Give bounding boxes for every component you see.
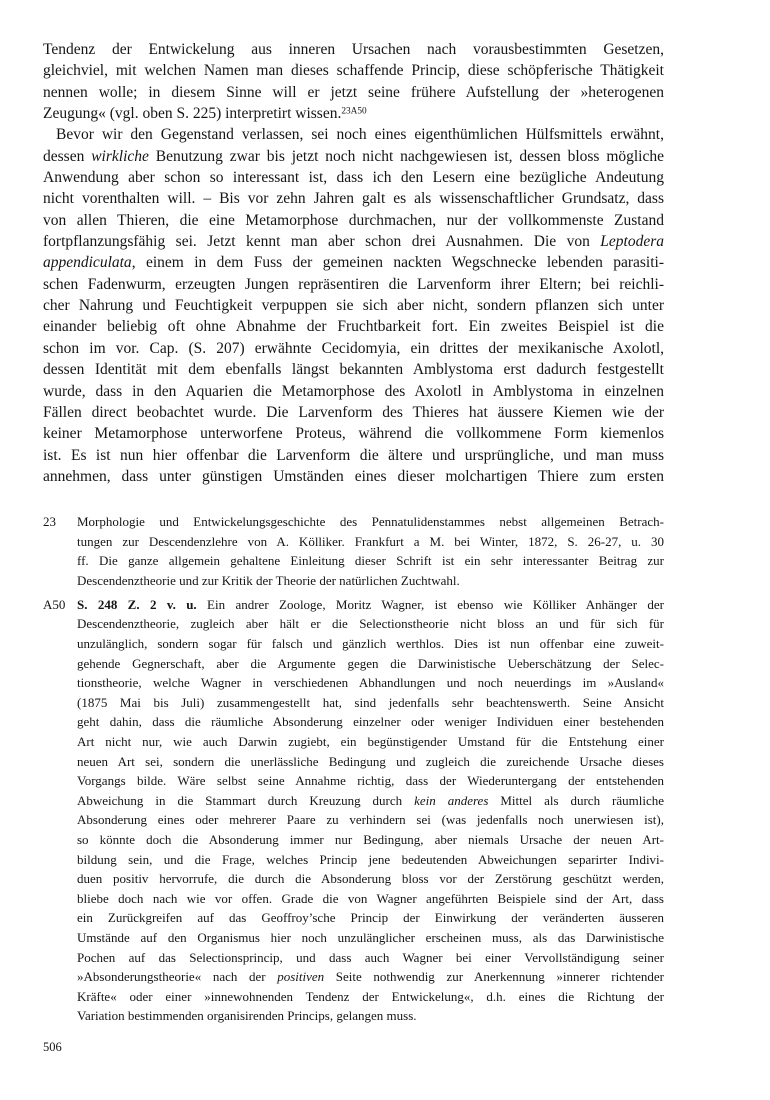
footnote-label: 23 (43, 514, 56, 529)
text-line: Pochen auf das Selectionsprincip, und dass auch Wagner bei einer Vervollständigung seiner (77, 949, 664, 965)
text-line: von allen Thieren, die eine Metamorphose durchmachen, nur der vollkommenste Zustand (43, 211, 664, 229)
text-line: ff. Die ganze allgemein gehaltene Einleitung dieser Schrift ist ein sehr interessanter Beitrag zur (77, 553, 664, 569)
text-line: Descendenztheorie und zur Kritik der Theorie der natürlichen Zuchtwahl. (77, 572, 460, 588)
text-line: fortpflanzungsfähig sei. Jetzt kennt man aber schon drei Ausnahmen. Die von Leptodera (43, 233, 664, 251)
text-line: tungen zur Descendenzlehre von A. Kölliker. Frankfurt a M. bei Winter, 1872, S. 26-27, u. 30 (77, 533, 664, 549)
text-line: dessen wirkliche Benutzung zwar bis jetzt noch nicht nachgewiesen ist, dessen bloss mögliche (43, 147, 664, 165)
text-line: schon im vor. Cap. (S. 207) erwähnte Cecidomyia, ein drittes der mexikanische Axolotl, (43, 339, 664, 357)
text-line: dessen Identität mit dem ebenfalls längst bekannten Amblystoma erst dadurch festgestellt (43, 361, 664, 379)
text-line: Tendenz der Entwickelung aus inneren Ursachen nach vorausbestimmten Gesetzen, (43, 41, 664, 58)
footnote-a50 (43, 595, 664, 1026)
text-line: ein Zurückgreifen auf das Geoffroy’sche Princip der Einwirkung der veränderten äusseren (77, 910, 664, 926)
main-text (43, 39, 664, 487)
text-line: Kräfte« oder einer »innewohnenden Tendenz der Entwickelung«, d.h. eines die Richtung der (77, 988, 664, 1004)
paragraph-1 (43, 39, 664, 124)
paragraph-2 (43, 124, 664, 487)
text-line: gehende Gegnerschaft, aber die Argumente gegen die Darwinistische Ueberschätzung der Selec- (77, 655, 664, 671)
text-line: »Absonderungstheorie« nach der positiven Seite nothwendig zur Anerkennung »innerer richtender (77, 969, 664, 985)
text-line: (1875 Mai bis Juli) zusammengestellt hat, sind jedenfalls sehr beachtenswerth. Seine Ansicht (77, 694, 664, 710)
text-line: Absonderung eines oder mehrerer Paare zu verhindern sei (was jedenfalls noch unerwiesen ist), (77, 812, 664, 828)
text-line: Vorgangs bilde. Wäre selbst seine Annahme richtig, dass der Wiederuntergang der entstehenden (77, 773, 664, 789)
footnote-23 (43, 512, 664, 590)
text-line: bildung sein, und die Frage, welches Princip jene bedeutenden Abweichungen separirter Indivi- (77, 851, 664, 867)
text-line: Fällen direct beobachtet wurde. Die Larvenform des Thieres hat äussere Kiemen wie der (43, 403, 664, 421)
text-line: Umstände auf den Organismus hier noch unzulänglicher erscheinen muss, als das Darwinistische (77, 929, 664, 945)
text-line: Morphologie und Entwickelungsgeschichte des Pennatulidenstammes nebst allgemeinen Betrach- (77, 514, 664, 529)
text-line: gleichviel, mit welchen Namen man dieses schaffende Princip, diese schöpferische Thätigkeit (43, 62, 664, 80)
footnotes-section (43, 512, 664, 1026)
text-line: Art nicht nur, wie auch Darwin zugiebt, ein begünstigender Umstand für die Entstehung einer (77, 734, 664, 750)
text-line: S. 248 Z. 2 v. u. Ein andrer Zoologe, Moritz Wagner, ist ebenso wie Kölliker Anhänger der (77, 596, 664, 612)
text-line: nicht vorenthalten will. – Bis vor zehn Jahren galt es als wissenschaftlicher Grundsatz, dass (43, 190, 664, 208)
text-line: cher Nahrung und Feuchtigkeit verpuppen sie sich aber nicht, sondern pflanzen sich unter (43, 297, 664, 315)
text-line: Abweichung in die Stammart durch Kreuzung durch kein anderes Mittel als durch räumliche (77, 792, 664, 808)
text-line: Descendenztheorie, zugleich aber hält er die Selectionstheorie nicht bloss an und für sich für (77, 616, 664, 632)
text-line: schen Fadenwurm, erzeugten Jungen repräsentiren die Larvenform ihrer Eltern; bei reichli- (43, 275, 664, 293)
text-line: so könnte doch die Absonderung immer nur Bedingung, aber niemals Ursache der neuen Art- (77, 832, 664, 847)
footnote-text (77, 512, 664, 590)
text-line: ist. Es ist nun hier offenbar die Larvenform die ältere und ursprüngliche, und man muss (43, 446, 664, 464)
footnote-label: A50 (43, 596, 66, 612)
text-line: appendiculata, einem in dem Fuss der gemeinen nackten Wegschnecke lebenden parasiti- (43, 254, 664, 272)
text-line: Bevor wir den Gegenstand verlassen, sei noch eines eigenthümlichen Hülfsmittels erwähnt, (56, 126, 664, 144)
text-line: geht dahin, dass die räumliche Absonderung einzelner oder weniger Individuen einer bestehenden (77, 714, 664, 730)
text-line: Variation bestimmenden organisirenden Princips, gelangen muss. (77, 1008, 417, 1024)
text-line: nennen wolle; in diesem Sinne will er jetzt seine frühere Aufstellung der »heterogenen (43, 83, 664, 101)
page-number: 506 (43, 1040, 62, 1054)
text-line: Zeugung« (vgl. oben S. 225) interpretirt wissen.$^{23A50}$ (43, 105, 367, 123)
text-line: unzulänglich, sondern sogar für falsch und gänzlich werthlos. Dies ist nun offenbar eine zuweit- (77, 636, 664, 652)
text-line: neuen Art sei, sondern die unerlässliche Bedingung und zugleich die zureichende Ursache dieses (77, 753, 664, 769)
text-line: Anwendung aber schon so interessant ist, dass ich den Lesern eine bezügliche Andeutung (43, 169, 664, 187)
text-line: keiner Metamorphose unterworfene Proteus, während die vollkommene Form kiemenlos (43, 425, 664, 443)
text-line: duen positiv hervorrufe, die durch die Absonderung bloss vor der Zerstörung geschützt werden, (77, 871, 664, 887)
text-line: tionstheorie, welche Wagner in verschiedenen Abhandlungen und noch neuerdings im »Ausland« (77, 675, 664, 691)
text-line: bliebe doch nach wie vor offen. Grade die von Wagner angeführten Beispiele sind der Art, dass (77, 890, 664, 906)
text-line: wurde, dass in den Aquarien die Metamorphose des Axolotl in Amblystoma in einzelnen (43, 382, 664, 400)
text-line: annehmen, dass unter günstigen Umständen eines dieser molchartigen Thiere zum ersten (43, 467, 664, 485)
text-line: einander beliebig oft ohne Abnahme der Fruchtbarkeit fort. Ein zweites Beispiel ist die (43, 318, 664, 336)
footnote-text (77, 595, 664, 1026)
